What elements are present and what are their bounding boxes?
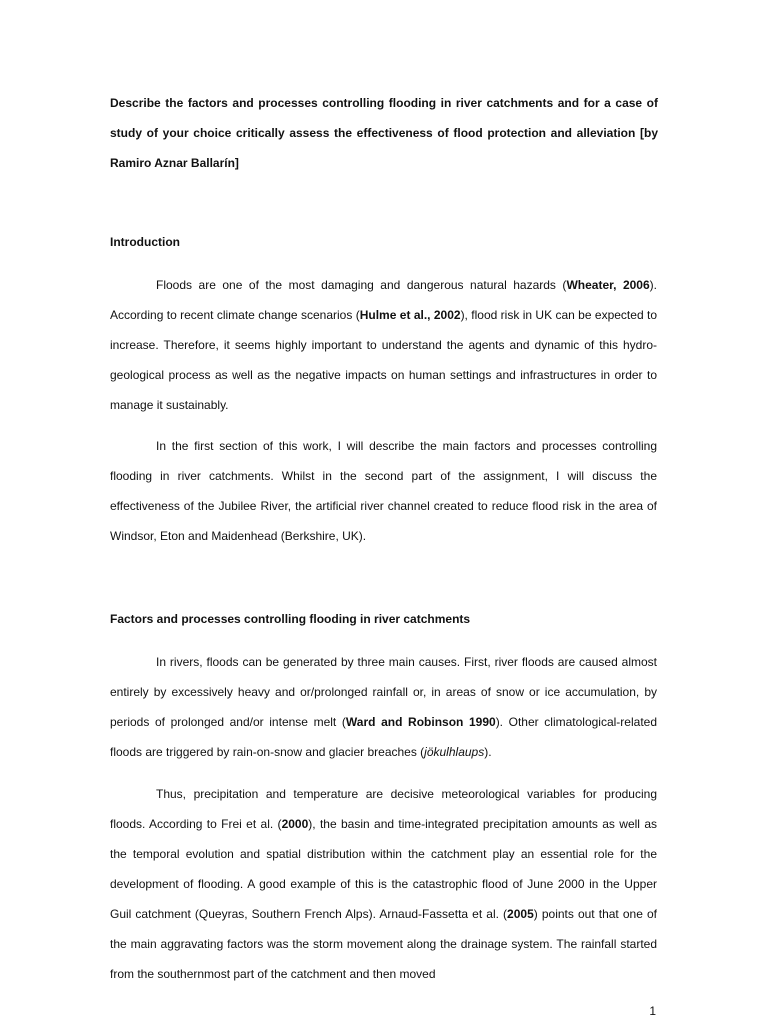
text-run: ). According to recent climate change scenarios (: [110, 278, 657, 322]
italic-term: jökulhlaups: [424, 745, 485, 759]
essay-title: Describe the factors and processes controlling flooding in river catchments and for a case of study of your choice critically assess the effectiveness of flood protection and alleviation [by Ramiro Aznar Ballarín]: [110, 96, 658, 170]
text-run: ) points out that one of the main aggravating factors was the storm movement along the drainage system. The rainfall started from the southernmost part of the catchment and then moved: [110, 907, 657, 981]
page-number: 1: [649, 1004, 656, 1018]
citation: Hulme et al., 2002: [359, 308, 461, 322]
citation: Ward and Robinson 1990: [345, 715, 496, 729]
citation: 2000: [281, 817, 309, 831]
paragraph-intro-2: [110, 431, 657, 551]
text-run: ). Other climatological-related floods are triggered by rain-on-snow and glacier breaches (: [110, 715, 657, 759]
text-run: ).: [484, 745, 492, 759]
text-run: ), flood risk in UK can be expected to increase. Therefore, it seems highly important to understand the agents and dynamic of this hydro-geological process as well as the negative impacts on human settings and infrastructures in order to manage it sustainably.: [110, 308, 657, 412]
text-run: Floods are one of the most damaging and dangerous natural hazards (: [156, 278, 567, 292]
text-run: ), the basin and time-integrated precipitation amounts as well as the temporal evolution and spatial distribution within the catchment play an essential role for the development of flooding. A good example of this is the catastrophic flood of June 2000 in the Upper Guil catchment (Queyras, Southern French Alps). Arnaud-Fassetta et al. (: [110, 817, 657, 921]
paragraph-intro-1: [110, 270, 657, 420]
text-run: In rivers, floods can be generated by three main causes. First, river floods are caused almost entirely by excessively heavy and or/prolonged rainfall or, in areas of snow or ice accumulation, by periods of prolonged and/or intense melt (: [110, 655, 657, 729]
heading-factors: Factors and processes controlling flooding in river catchments: [110, 612, 471, 626]
paragraph-factors-1: [110, 647, 657, 767]
citation: 2005: [507, 907, 534, 921]
text-run: In the first section of this work, I will describe the main factors and processes controlling flooding in river catchments. Whilst in the second part of the assignment, I will discuss the effectiveness of the Jubilee River, the artificial river channel created to reduce flood risk in the area of Windsor, Eton and Maidenhead (Berkshire, UK).: [110, 439, 657, 543]
heading-introduction: Introduction: [110, 235, 180, 249]
paragraph-factors-2: [110, 779, 657, 989]
text-run: Thus, precipitation and temperature are decisive meteorological variables for producing floods. According to Frei et al. (: [110, 787, 657, 831]
citation: Wheater, 2006: [566, 278, 650, 292]
